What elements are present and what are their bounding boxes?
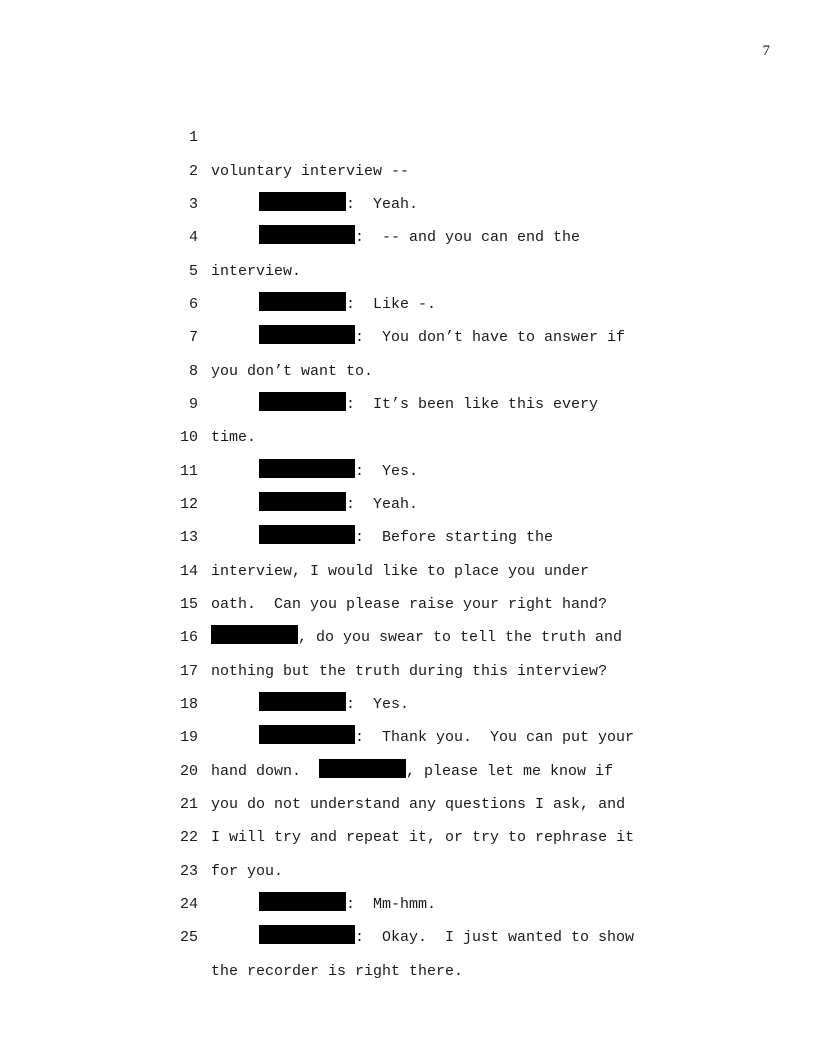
line-text: : You don’t have to answer if — [355, 329, 626, 347]
line-number: 16 — [179, 629, 198, 647]
line-text: voluntary interview -- — [211, 162, 410, 180]
line-text: hand down. — [211, 762, 320, 780]
line-number: 9 — [188, 395, 198, 413]
line-number: 6 — [188, 295, 198, 313]
line-text: : Like -. — [346, 295, 437, 313]
line-number: 19 — [179, 729, 198, 747]
line-number: 13 — [179, 529, 198, 547]
line-text: you do not understand any questions I ask, and — [211, 795, 626, 813]
redacted-speaker-name — [259, 925, 355, 944]
line-text: for you. — [211, 862, 284, 880]
line-text: the recorder is right there. — [211, 962, 464, 980]
line-text: time. — [211, 429, 257, 447]
line-text: : Okay. I just wanted to show — [355, 929, 635, 947]
line-number: 1 — [188, 129, 198, 147]
line-number: 20 — [179, 762, 198, 780]
line-number: 4 — [188, 229, 198, 247]
line-text: , please let me know if — [406, 762, 614, 780]
line-text: : Before starting the — [355, 529, 554, 547]
line-text: : Yeah. — [346, 195, 419, 213]
line-text: : -- and you can end the — [355, 229, 581, 247]
line-text: : Yeah. — [346, 495, 419, 513]
line-text: : Yes. — [346, 695, 410, 713]
line-text: : Mm-hmm. — [346, 895, 437, 913]
line-number: 12 — [179, 495, 198, 513]
line-number: 17 — [179, 662, 198, 680]
line-text: nothing but the truth during this interview? — [211, 662, 608, 680]
line-number: 7 — [188, 329, 198, 347]
transcript-body — [0, 88, 816, 980]
line-text: interview. — [211, 262, 302, 280]
line-number: 15 — [179, 595, 198, 613]
page-number: 7 — [762, 43, 770, 59]
line-number: 22 — [179, 829, 198, 847]
line-number: 21 — [179, 795, 198, 813]
line-text: , do you swear to tell the truth and — [298, 629, 623, 647]
line-text: : Yes. — [355, 462, 419, 480]
line-text: I will try and repeat it, or try to rephrase it — [211, 829, 635, 847]
line-number: 14 — [179, 562, 198, 580]
line-number: 10 — [179, 429, 198, 447]
line-text: oath. Can you please raise your right hand? — [211, 595, 608, 613]
line-number: 2 — [188, 162, 198, 180]
line-number: 3 — [188, 195, 198, 213]
line-text: you don’t want to. — [211, 362, 374, 380]
line-number: 18 — [179, 695, 198, 713]
transcript-line — [0, 88, 816, 180]
line-number: 25 — [179, 929, 198, 947]
line-number: 24 — [179, 895, 198, 913]
line-number: 11 — [179, 462, 198, 480]
line-text: : Thank you. You can put your — [355, 729, 635, 747]
line-number: 8 — [188, 362, 198, 380]
line-text: interview, I would like to place you under — [211, 562, 590, 580]
line-number: 23 — [179, 862, 198, 880]
line-number: 5 — [188, 262, 198, 280]
line-text: : It’s been like this every — [346, 395, 599, 413]
